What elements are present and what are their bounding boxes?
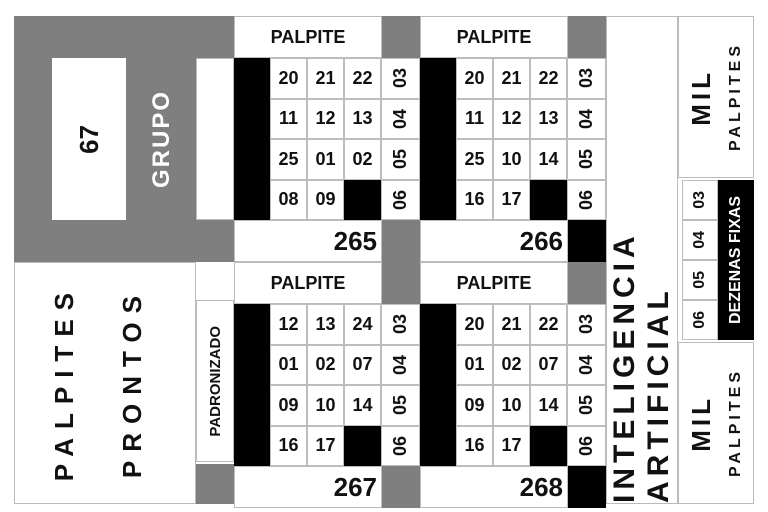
side-number-cell: [567, 180, 606, 221]
card-corner-top: [568, 262, 606, 304]
number-cell: 10: [493, 139, 530, 180]
number-cell: 17: [493, 180, 530, 221]
card-corner-top: [568, 16, 606, 58]
side-number-cell: [567, 345, 606, 386]
empty-cell: [344, 180, 381, 221]
card-corner-top: [382, 262, 420, 304]
padronizado-box: [196, 300, 234, 462]
prontos-label-box: [108, 270, 156, 496]
side-number-cell: [381, 180, 420, 221]
number-cell: 02: [344, 139, 381, 180]
number-cell: 11: [456, 99, 493, 140]
number-cell: 20: [456, 304, 493, 345]
side-number: 04: [576, 108, 596, 129]
mil-bottom-text: MIL: [685, 394, 716, 452]
card-header: PALPITE: [234, 262, 382, 304]
card-header: PALPITE: [420, 262, 568, 304]
number-cell: 14: [530, 385, 567, 426]
palpites-bottom-text: PALPITES: [727, 368, 744, 478]
fixed-label: DEZENAS FIXAS: [727, 195, 744, 324]
number-cell: 11: [270, 99, 307, 140]
number-cell: 01: [270, 345, 307, 386]
empty-cell: [530, 426, 567, 467]
side-number: 06: [576, 189, 596, 210]
group-label-box: [140, 58, 184, 220]
strip-top-gray: [196, 16, 234, 58]
card-footer: [234, 466, 382, 508]
number-cell: 13: [307, 304, 344, 345]
side-number-cell: [381, 426, 420, 467]
number-cell: 01: [307, 139, 344, 180]
number-cell: 16: [456, 180, 493, 221]
side-number-cell: [381, 345, 420, 386]
side-number: 03: [390, 68, 410, 89]
side-number-cell: [381, 139, 420, 180]
side-number-cell: [567, 426, 606, 467]
card-number: 268: [519, 471, 563, 502]
group-number: 67: [73, 124, 104, 154]
number-cell: 13: [530, 99, 567, 140]
card-footer: [420, 220, 568, 262]
side-number: 05: [390, 149, 410, 170]
number-cell: 25: [270, 139, 307, 180]
side-number: 04: [390, 354, 410, 375]
fixed-number: 06: [691, 311, 708, 329]
number-cell: 12: [307, 99, 344, 140]
side-number: 03: [576, 68, 596, 89]
number-cell: 16: [270, 426, 307, 467]
card-footer: [234, 220, 382, 262]
number-cell: 14: [344, 385, 381, 426]
fixed-number-cell: [682, 300, 718, 340]
number-cell: 09: [307, 180, 344, 221]
side-number-cell: [381, 58, 420, 99]
card-corner-bottom: [382, 220, 420, 262]
number-cell: 17: [493, 426, 530, 467]
prontos-label: PRONTOS: [116, 287, 147, 479]
side-number: 05: [390, 395, 410, 416]
number-cell: 24: [344, 304, 381, 345]
empty-cell: [530, 180, 567, 221]
card-number: 265: [333, 225, 377, 256]
group-label: GRUPO: [148, 89, 175, 188]
side-number-cell: [567, 304, 606, 345]
number-cell: 13: [344, 99, 381, 140]
number-cell: 20: [456, 58, 493, 99]
side-number-cell: [381, 99, 420, 140]
number-cell: 25: [456, 139, 493, 180]
card-corner-top: [382, 16, 420, 58]
mil-top-text: MIL: [685, 68, 716, 126]
fixed-number-cell: [682, 220, 718, 260]
side-number-cell: [381, 385, 420, 426]
number-cell: 17: [307, 426, 344, 467]
number-cell: 14: [530, 139, 567, 180]
number-cell: 07: [530, 345, 567, 386]
card-footer: [420, 466, 568, 508]
mil-top: [684, 20, 718, 174]
padronizado-label: PADRONIZADO: [206, 325, 224, 437]
side-number: 06: [390, 189, 410, 210]
side-number: 05: [576, 149, 596, 170]
fixed-number: 04: [691, 231, 708, 249]
number-cell: 02: [493, 345, 530, 386]
fixed-number-cell: [682, 180, 718, 220]
side-number: 04: [390, 108, 410, 129]
fixed-label-box: [718, 180, 754, 340]
ai-label-box: [606, 16, 678, 504]
side-number: 03: [576, 314, 596, 335]
palpites-label-box: [40, 270, 88, 496]
card-number: 266: [519, 225, 563, 256]
number-cell: 22: [530, 304, 567, 345]
mil-bottom: [684, 346, 718, 500]
number-cell: 10: [307, 385, 344, 426]
group-number-box: [52, 58, 126, 220]
side-number-cell: [567, 99, 606, 140]
number-cell: 12: [270, 304, 307, 345]
card-number: 267: [333, 471, 377, 502]
card-corner-bottom: [568, 220, 606, 262]
number-cell: 22: [530, 58, 567, 99]
number-cell: 09: [270, 385, 307, 426]
palpites-top: [720, 20, 752, 174]
empty-cell: [344, 426, 381, 467]
side-number-cell: [567, 139, 606, 180]
number-cell: 02: [307, 345, 344, 386]
palpites-bottom: [720, 346, 752, 500]
side-number: 06: [576, 435, 596, 456]
card-side-bar: [234, 304, 270, 466]
fixed-number: 05: [691, 271, 708, 289]
card-corner-bottom: [382, 466, 420, 508]
fixed-number: 03: [691, 191, 708, 209]
ai-label: INTELIGENCIA ARTIFICIAL: [608, 232, 675, 503]
card-side-bar: [420, 304, 456, 466]
number-cell: 22: [344, 58, 381, 99]
side-number-cell: [567, 385, 606, 426]
palpites-top-text: PALPITES: [727, 42, 744, 152]
number-cell: 16: [456, 426, 493, 467]
number-cell: 10: [493, 385, 530, 426]
card-header: PALPITE: [234, 16, 382, 58]
strip-bottom-gray: [196, 464, 234, 504]
number-cell: 21: [307, 58, 344, 99]
fixed-number-cell: [682, 260, 718, 300]
strip-top-white: [196, 58, 234, 220]
side-number: 05: [576, 395, 596, 416]
card-header: PALPITE: [420, 16, 568, 58]
number-cell: 01: [456, 345, 493, 386]
number-cell: 21: [493, 304, 530, 345]
number-cell: 12: [493, 99, 530, 140]
number-cell: 09: [456, 385, 493, 426]
number-cell: 20: [270, 58, 307, 99]
side-number: 03: [390, 314, 410, 335]
number-cell: 21: [493, 58, 530, 99]
side-number: 04: [576, 354, 596, 375]
strip-mid-gray: [196, 220, 234, 262]
number-cell: 08: [270, 180, 307, 221]
side-number-cell: [381, 304, 420, 345]
number-cell: 07: [344, 345, 381, 386]
side-number: 06: [390, 435, 410, 456]
card-corner-bottom: [568, 466, 606, 508]
side-number-cell: [567, 58, 606, 99]
palpites-label: PALPITES: [48, 284, 79, 482]
card-side-bar: [420, 58, 456, 220]
card-side-bar: [234, 58, 270, 220]
